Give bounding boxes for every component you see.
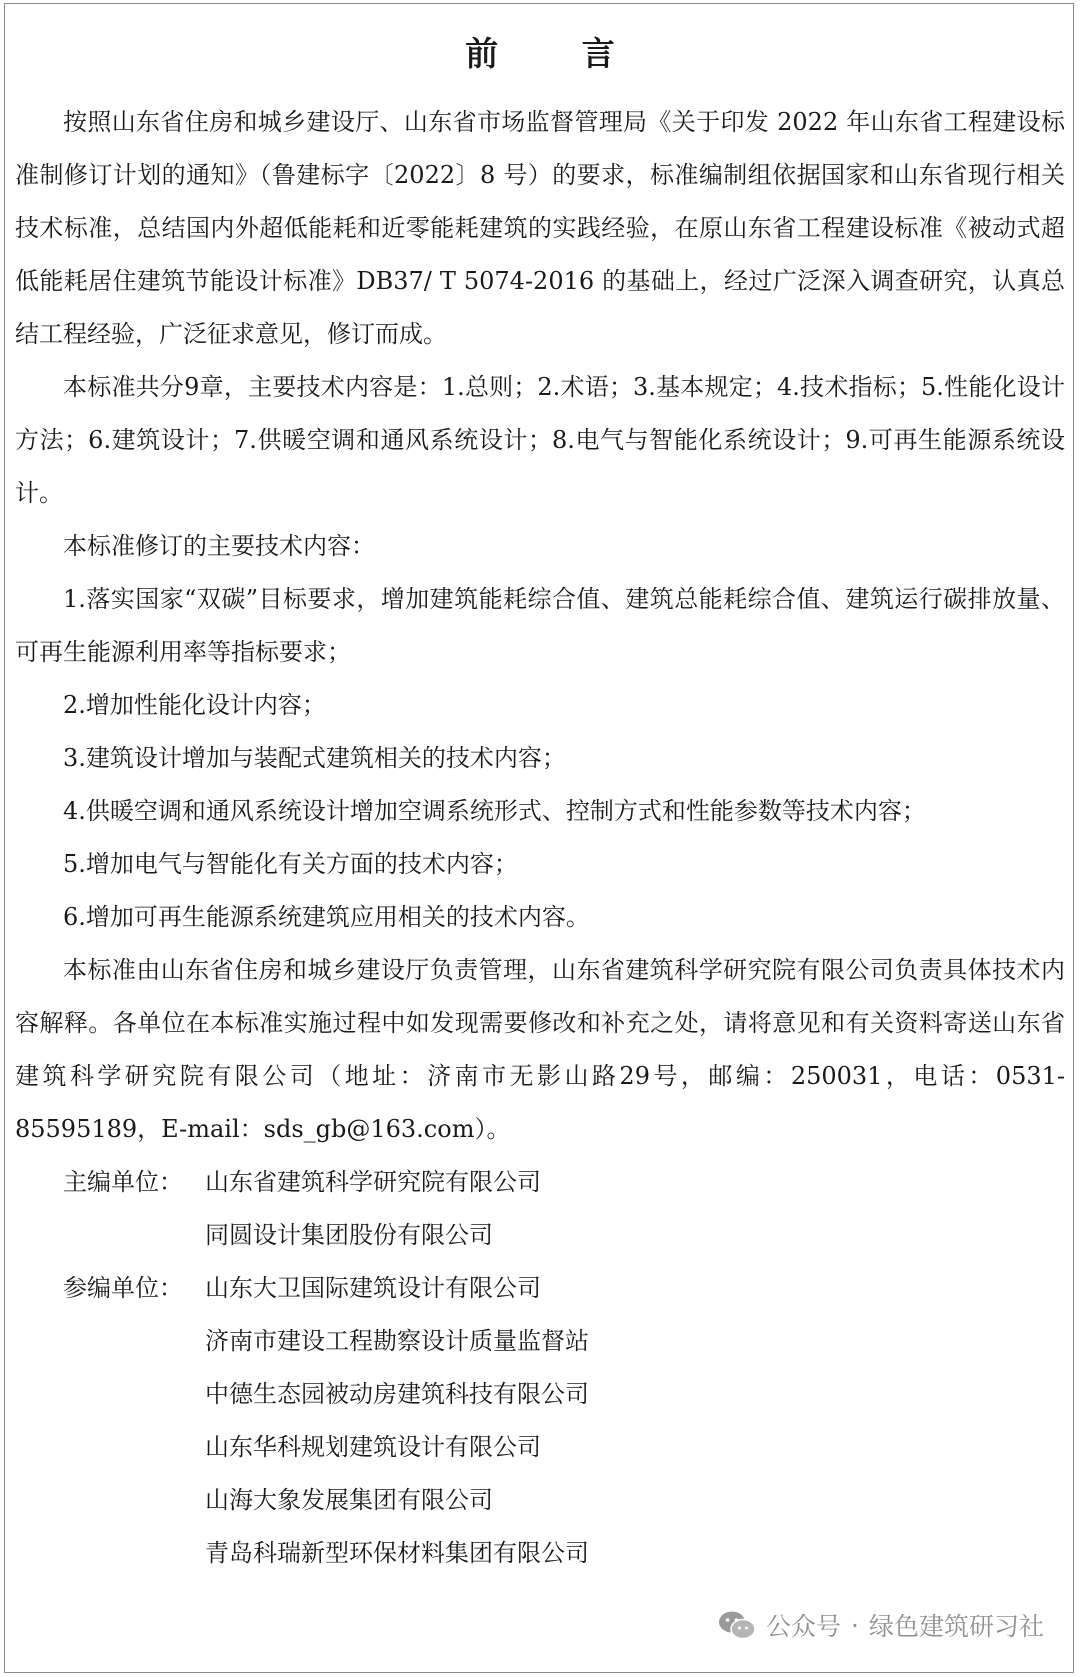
watermark-account: 绿色建筑研习社	[868, 1612, 1044, 1641]
watermark-prefix: 公众号	[766, 1612, 842, 1641]
page-title: 前 言	[465, 34, 651, 73]
paragraph-revision-intro: 本标准修订的主要技术内容：	[63, 532, 375, 560]
watermark-separator: ·	[851, 1610, 859, 1640]
participating-unit: 山东大卫国际建筑设计有限公司	[205, 1274, 541, 1302]
paragraph-management: 本标准由山东省住房和城乡建设厅负责管理，山东省建筑科学研究院有限公司负责具体技术内容解释。各单位在本标准实施过程中如发现需要修改和补充之处，请将意见和有关资料寄送山东省建筑科学研究院有限公司（地址：济南市无影山路29号，邮编：250031，电话：0531-85595189，E-mail：sds_gb@163.com）。	[15, 956, 1065, 1143]
paragraph-chapters: 本标准共分9章，主要技术内容是：1.总则；2.术语；3.基本规定；4.技术指标；5.性能化设计方法；6.建筑设计；7.供暖空调和通风系统设计；8.电气与智能化系统设计；9.可再生能源系统设计。	[15, 373, 1065, 507]
revision-item-6: 6.增加可再生能源系统建筑应用相关的技术内容。	[63, 903, 590, 931]
chief-editors-block	[15, 1156, 1065, 1249]
revision-item-1: 1.落实国家“双碳”目标要求，增加建筑能耗综合值、建筑总能耗综合值、建筑运行碳排放量、可再生能源利用率等指标要求；	[15, 585, 1065, 666]
revision-item-3: 3.建筑设计增加与装配式建筑相关的技术内容；	[63, 744, 566, 772]
participating-unit: 中德生态园被动房建筑科技有限公司	[205, 1380, 589, 1408]
revision-item-2: 2.增加性能化设计内容；	[63, 691, 326, 719]
participating-editors-label: 参编单位：	[63, 1274, 183, 1302]
chief-editors-label: 主编单位：	[63, 1168, 183, 1196]
revision-item-5: 5.增加电气与智能化有关方面的技术内容；	[63, 850, 518, 878]
participating-unit: 山海大象发展集团有限公司	[205, 1486, 493, 1514]
participating-unit: 青岛科瑞新型环保材料集团有限公司	[205, 1539, 589, 1567]
chief-editor-unit: 同圆设计集团股份有限公司	[205, 1221, 493, 1249]
revision-item-4: 4.供暖空调和通风系统设计增加空调系统形式、控制方式和性能参数等技术内容；	[63, 797, 926, 825]
participating-unit: 山东华科规划建筑设计有限公司	[205, 1433, 541, 1461]
participating-editors-block	[15, 1262, 1065, 1567]
chief-editor-unit: 山东省建筑科学研究院有限公司	[205, 1168, 541, 1196]
paragraph-background: 按照山东省住房和城乡建设厅、山东省市场监督管理局《关于印发 2022 年山东省工程建设标准制修订计划的通知》（鲁建标字〔2022〕8 号）的要求，标准编制组依据国家和山东省现行相关技术标准，总结国内外超低能耗和近零能耗建筑的实践经验，在原山东省工程建设标准《被动式超低能耗居住建筑节能设计标准》DB37/ T 5074-2016 的基础上，经过广泛深入调查研究，认真总结工程经验，广泛征求意见，修订而成。	[15, 108, 1065, 348]
wechat-watermark	[718, 1607, 1044, 1643]
wechat-icon	[718, 1610, 756, 1640]
participating-unit: 济南市建设工程勘察设计质量监督站	[205, 1327, 589, 1355]
preface-body	[15, 96, 1065, 1567]
